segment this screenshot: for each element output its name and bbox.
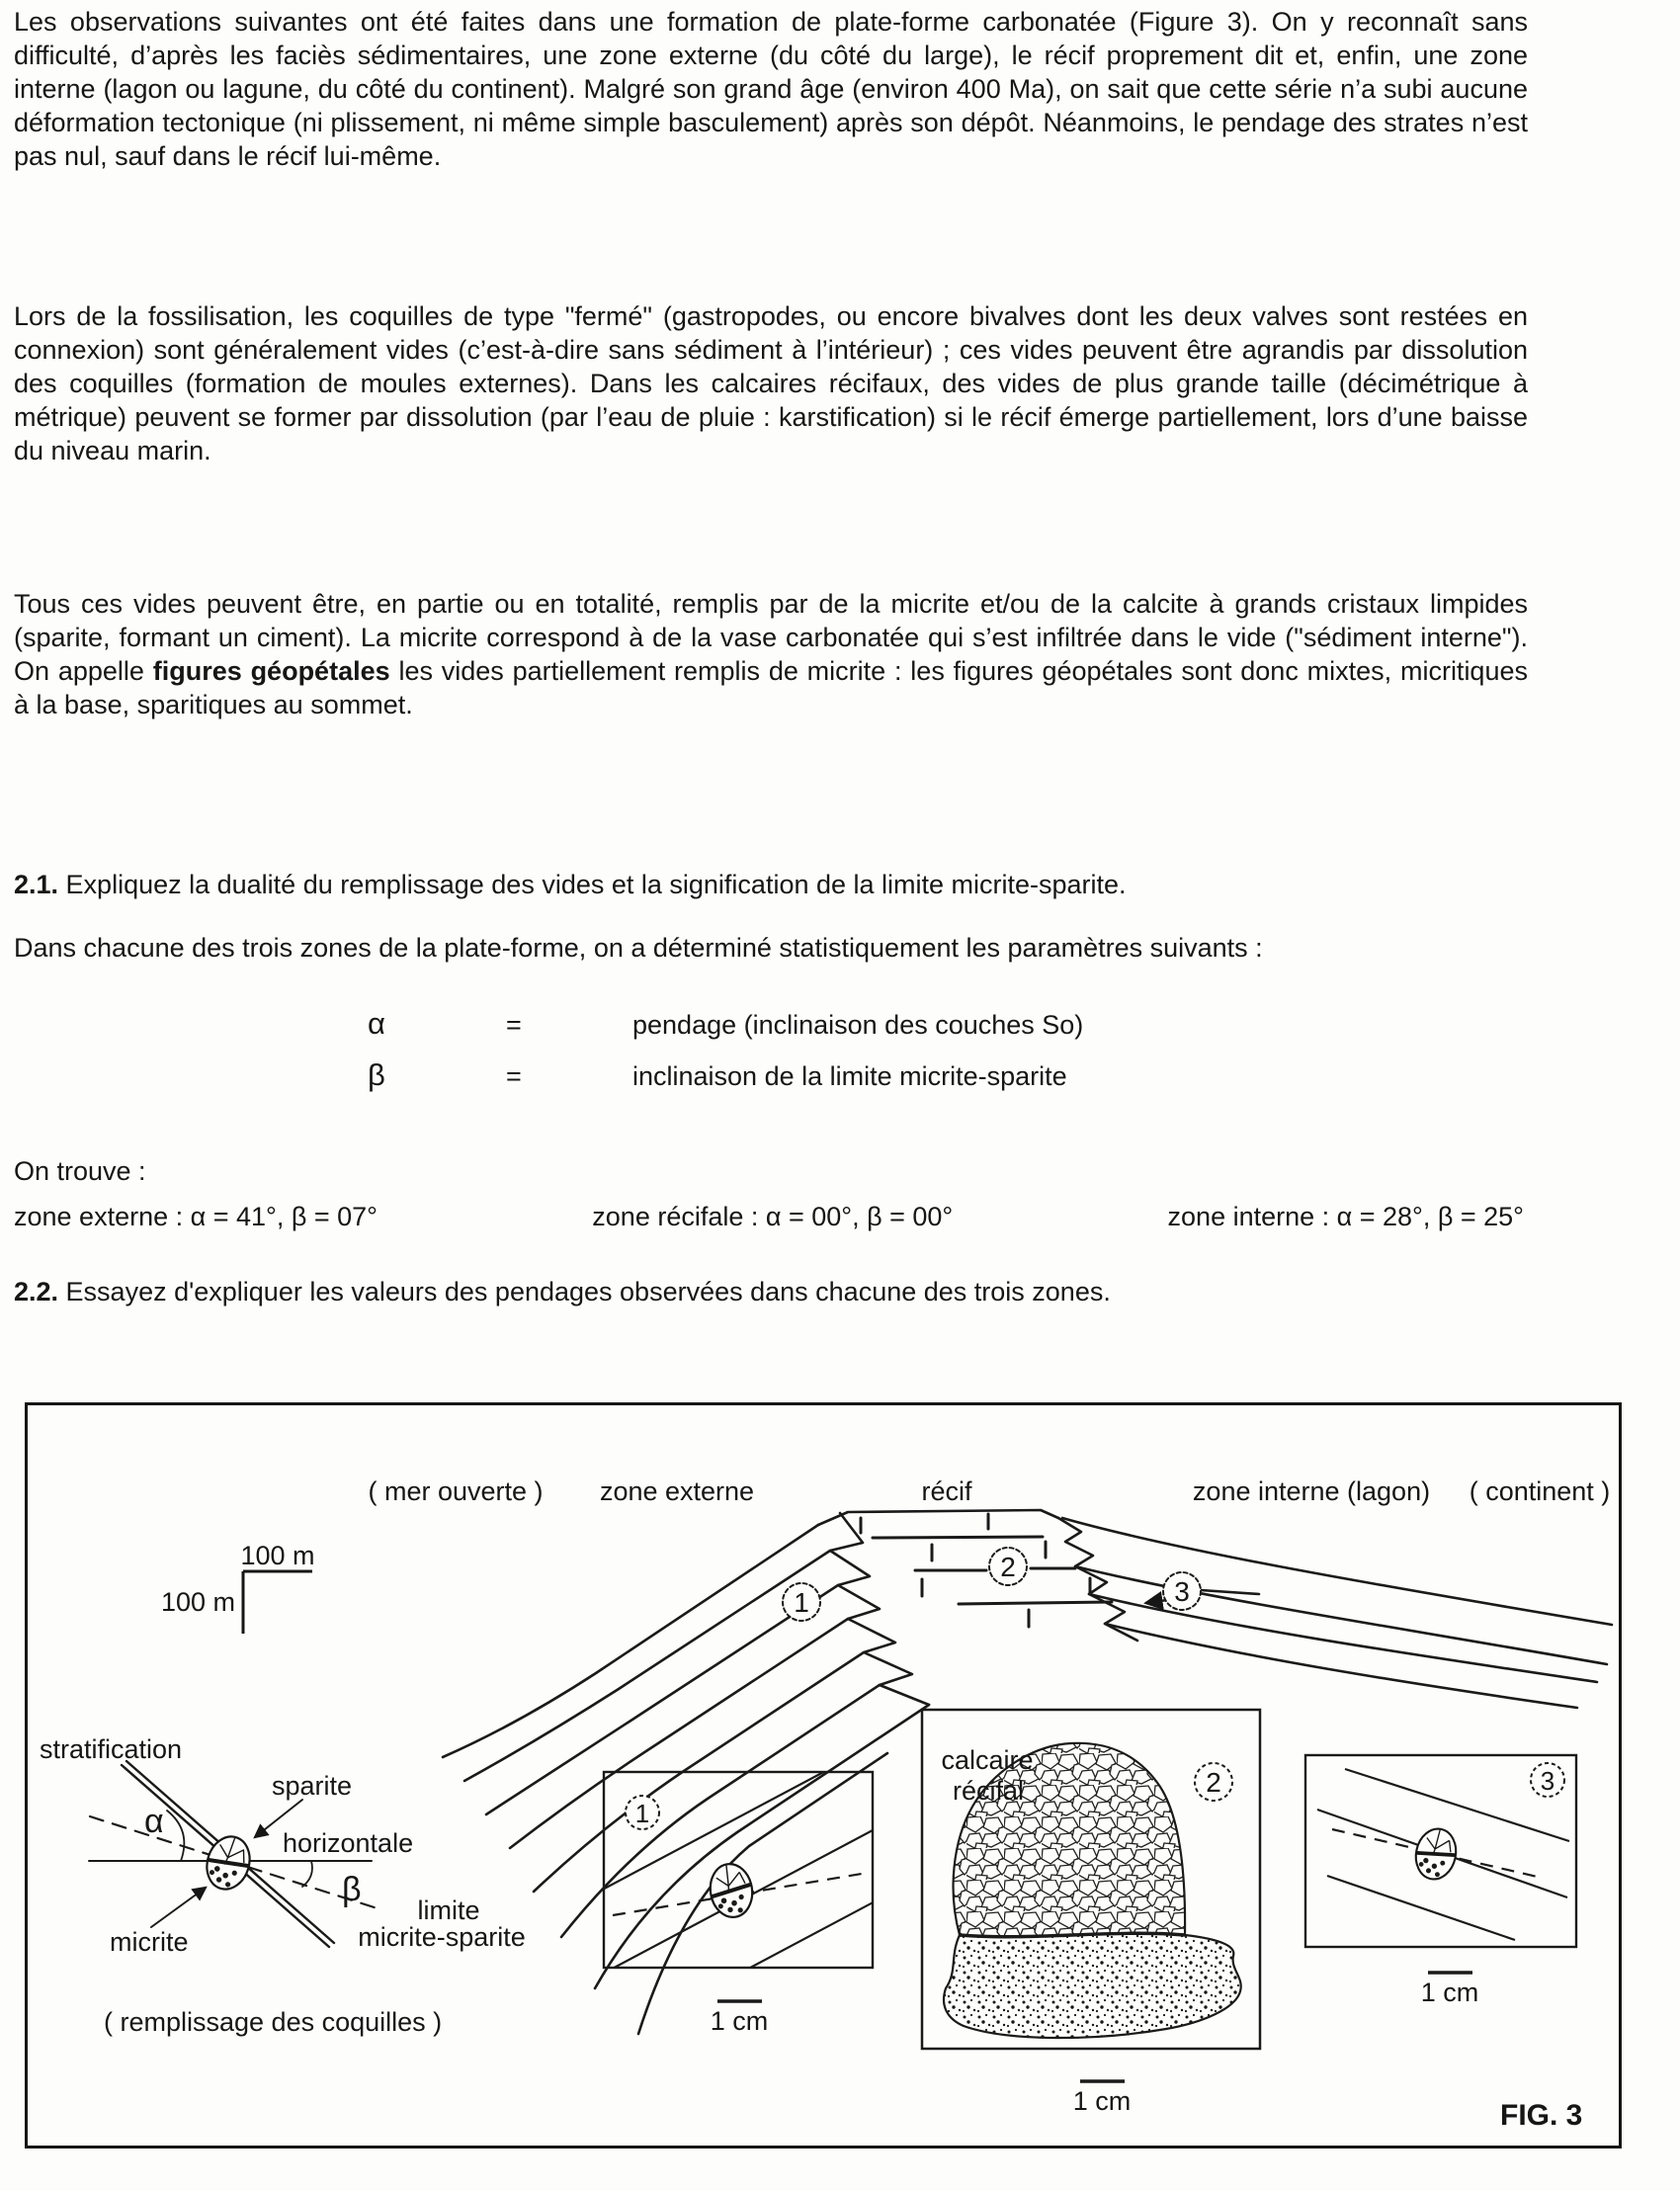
horizontale-label: horizontale: [283, 1828, 414, 1858]
box1-strata-lines: [472, 1759, 996, 2087]
detail-box-1: [472, 1759, 996, 2087]
question-2-2-text: Essayez d'expliquer les valeurs des pendages observées dans chacune des trois zones.: [58, 1277, 1111, 1306]
micrite-label: micrite: [110, 1927, 189, 1957]
paragraph-1: Les observations suivantes ont été faites dans une formation de plate-forme carbonatée (Figure 3). On y reconnaît sans difficulté, d’après les faciès sédimentaires, une zone externe (du côté du large), le récif proprement dit et, enfin, une zone interne (lagon ou lagune, du côté du continent). Malgré son grand âge (environ 400 Ma), on sait que cette série n’a subi aucune déformation tectonique (ni plissement, ni même simple basculement) après son dépôt. Néanmoins, le pendage des strates n’est pas nul, sauf dans le récif lui-même.: [14, 7, 1528, 171]
param-alpha-desc: pendage (inclinaison des couches So): [632, 1010, 1084, 1040]
question-2-1-number: 2.1.: [14, 870, 59, 899]
svg-text:3: 3: [1540, 1766, 1555, 1796]
values-zone-externe: zone externe : α = 41°, β = 07°: [14, 1202, 378, 1231]
svg-text:1: 1: [634, 1799, 650, 1828]
beta-angle-arc: [302, 1861, 312, 1887]
label-zone-externe: zone externe: [599, 1476, 755, 1506]
box2-label-line1: calcaire: [941, 1745, 1034, 1775]
beta-symbol: β: [342, 1871, 362, 1908]
section-marker-2: [989, 1548, 1027, 1585]
alpha-symbol: α: [144, 1803, 164, 1840]
question-2-2-number: 2.2.: [14, 1277, 59, 1306]
section-marker-3: [1163, 1572, 1201, 1610]
paragraph-3-part1: Tous ces vides peuvent être, en partie ou en totalité, remplis par de la micrite et/ou de la calcite à grands cristaux limpides (sparite, formant un ciment). La micrite correspond à de la vase carbonatée qui s’est infiltrée dans le vide ("sédiment interne"). On appelle: [14, 589, 1528, 686]
question-2-2: [14, 1277, 1111, 1307]
right-flank-strata: [1058, 1518, 1612, 1708]
detail-box-3: [1305, 1755, 1576, 2007]
figure-3-frame: [25, 1402, 1622, 2149]
box1-scale-label: 1 cm: [710, 2006, 769, 2036]
limite-label-line1: limite: [417, 1896, 480, 1925]
paragraph-3: [14, 587, 1528, 721]
label-recif: récif: [921, 1476, 972, 1506]
values-zone-recifale: zone récifale : α = 00°, β = 00°: [592, 1202, 954, 1231]
reef-core-marks: [861, 1514, 1112, 1627]
label-zone-interne: zone interne (lagon): [1192, 1476, 1431, 1506]
sparite-label: sparite: [272, 1771, 353, 1801]
detail-box-2: [922, 1710, 1260, 2116]
param-beta-row: [0, 1057, 1680, 1101]
svg-text:1: 1: [794, 1587, 809, 1618]
scale-100m-vertical-label: 100 m: [160, 1587, 235, 1617]
stratification-label: stratification: [40, 1734, 183, 1764]
label-continent: ( continent ): [1469, 1476, 1611, 1506]
measured-values-row: [14, 1202, 1524, 1232]
geopetal-sketch: [40, 1734, 526, 2037]
question-2-1: [14, 870, 1127, 900]
on-trouve-label: On trouve :: [14, 1156, 146, 1186]
scale-bar-100m: [161, 1541, 315, 1634]
micrite-arrow: [151, 1888, 206, 1927]
param-alpha-equals: =: [506, 1010, 522, 1040]
paragraph-3-part2: les vides partiellement remplis de micrite : les figures géopétales sont donc mixtes, micritiques à la base, sparitiques au sommet.: [14, 656, 1528, 719]
svg-text:2: 2: [1000, 1552, 1016, 1582]
paragraph-3-bold-term: figures géopétales: [152, 656, 390, 686]
figure-3-drawing: [28, 1405, 1619, 2146]
figure-caption: FIG. 3: [1500, 2099, 1583, 2132]
svg-text:2: 2: [1206, 1767, 1221, 1798]
param-alpha-row: [0, 1006, 1680, 1050]
platform-zone-labels: [368, 1476, 1610, 1506]
geopetal-shell-box1: [707, 1861, 756, 1920]
param-alpha-symbol: α: [368, 1006, 385, 1041]
box3-marker: [1531, 1763, 1564, 1797]
left-flank-strata: [443, 1513, 929, 2034]
param-beta-symbol: β: [368, 1057, 385, 1092]
svg-text:3: 3: [1174, 1576, 1190, 1607]
box2-micrite-area: [944, 1933, 1241, 2038]
limite-label-line2: micrite-sparite: [358, 1922, 526, 1952]
geopetal-shell-box3: [1411, 1825, 1461, 1883]
sketch-caption: ( remplissage des coquilles ): [104, 2007, 443, 2037]
question-2-1-text: Expliquez la dualité du remplissage des vides et la signification de la limite micrite-sparite.: [58, 870, 1127, 899]
values-zone-interne: zone interne : α = 28°, β = 25°: [1167, 1202, 1524, 1231]
section-marker-1: [783, 1583, 820, 1621]
params-intro: Dans chacune des trois zones de la plate-forme, on a déterminé statistiquement les paramètres suivants :: [14, 933, 1263, 963]
param-beta-equals: =: [506, 1061, 522, 1091]
reef-crest-line: [818, 1510, 1058, 1525]
box1-marker: [626, 1796, 659, 1829]
scale-100m-horizontal-label: 100 m: [240, 1541, 315, 1570]
box2-label-line2: récifal: [952, 1776, 1025, 1806]
param-beta-desc: inclinaison de la limite micrite-sparite: [632, 1061, 1067, 1091]
box2-scale-label: 1 cm: [1072, 2086, 1132, 2116]
box2-marker: [1195, 1763, 1232, 1801]
box3-scale-label: 1 cm: [1420, 1978, 1479, 2007]
paragraph-2: Lors de la fossilisation, les coquilles de type "fermé" (gastropodes, ou encore bivalves dont les deux valves sont restées en connexion) sont généralement vides (c’est-à-dire sans sédiment à l’intérieur) ; ces vides peuvent être agrandis par dissolution des coquilles (formation de moules externes). Dans les calcaires récifaux, des vides de plus grande taille (décimétrique à métrique) peuvent se former par dissolution (par l’eau de pluie : karstification) si le récif émerge partiellement, lors d’une baisse du niveau marin.: [14, 301, 1528, 465]
label-mer-ouverte: ( mer ouverte ): [368, 1476, 544, 1506]
